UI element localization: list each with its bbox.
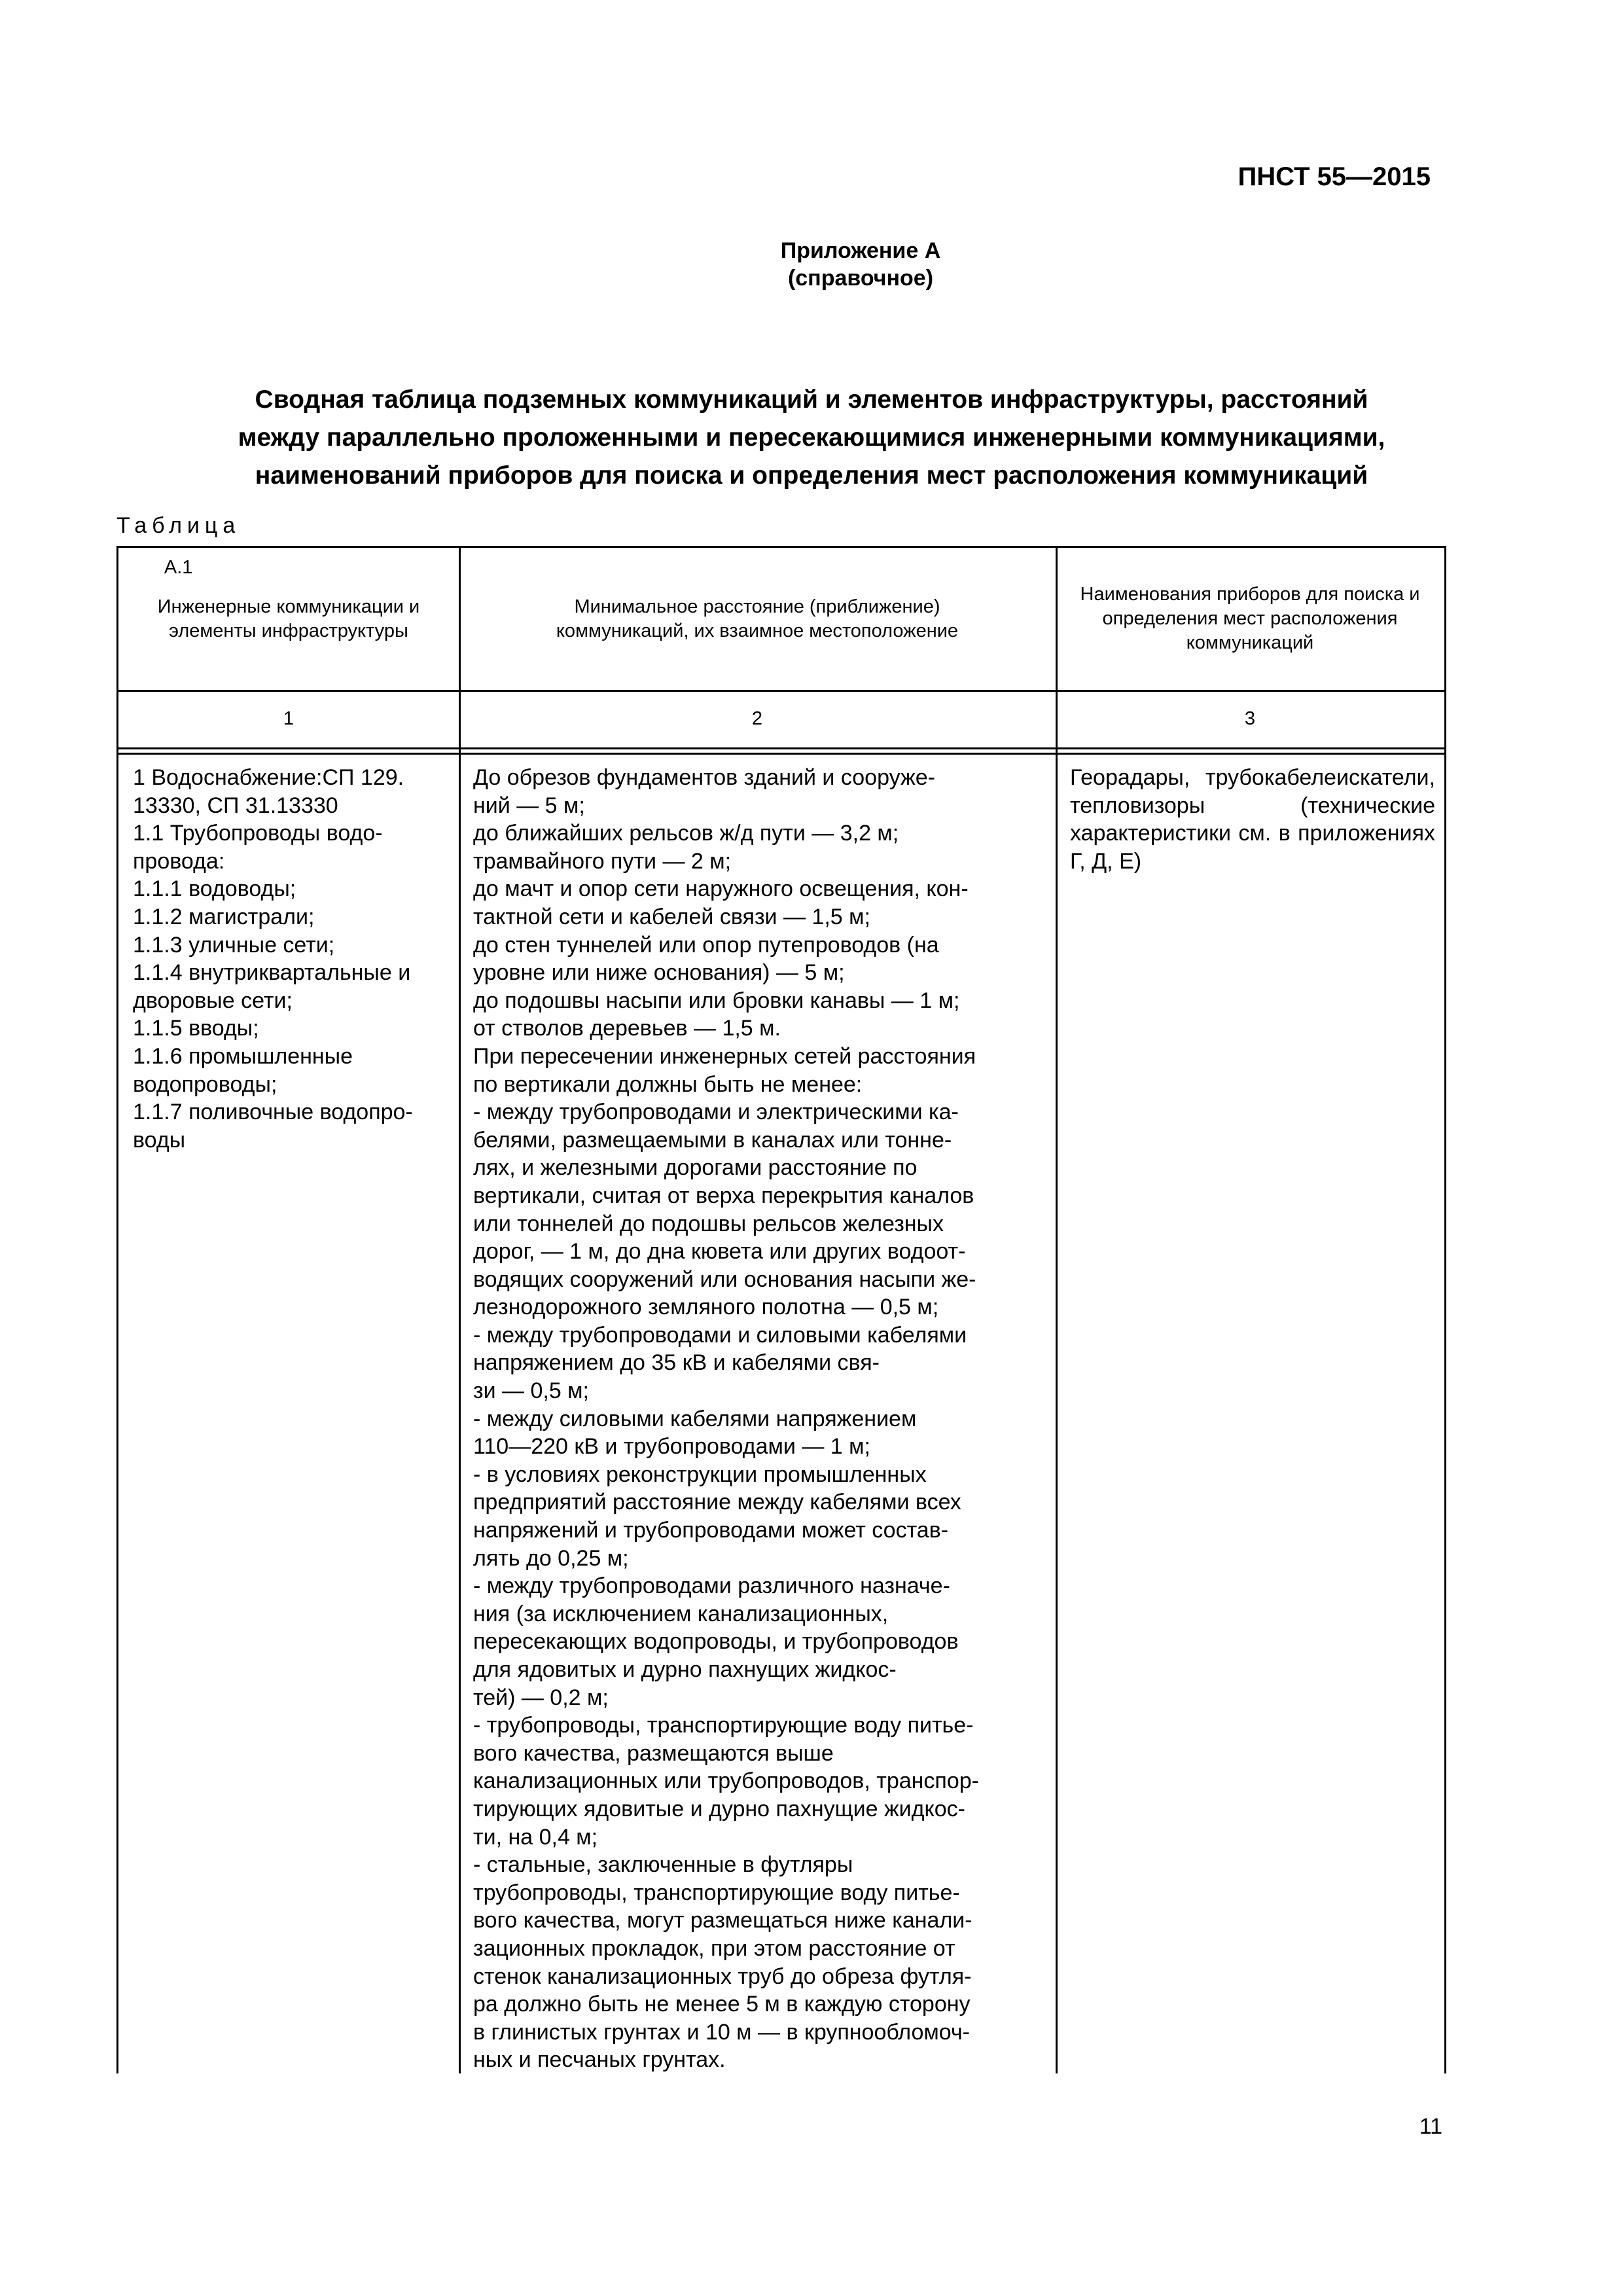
text-line: - между трубопроводами различного назначе- bbox=[473, 1573, 950, 1599]
text-line: дорог, — 1 м, до дна кювета или других водоот- bbox=[473, 1239, 966, 1265]
table-label-word: Таблица bbox=[116, 513, 241, 538]
header-cell-communications bbox=[118, 548, 459, 690]
text-line: ний — 5 м; bbox=[473, 793, 585, 818]
text-line: вертикали, считая от верха перекрытия каналов bbox=[473, 1183, 974, 1208]
text-line: тей) — 0,2 м; bbox=[473, 1685, 609, 1710]
text-line: трамвайного пути — 2 м; bbox=[473, 848, 732, 874]
text-line: - между трубопроводами и силовыми кабелями bbox=[473, 1322, 967, 1348]
appendix-title: Приложение А bbox=[780, 238, 941, 263]
text-line: до подошвы насыпи или бровки канавы — 1 м; bbox=[473, 988, 960, 1013]
text-line: - между трубопроводами и электрическими ка- bbox=[473, 1100, 959, 1125]
header-cell-instruments bbox=[1056, 548, 1444, 690]
text-line: уровне или ниже основания) — 5 м; bbox=[473, 960, 845, 986]
text-line: 1.1.5 вводы; bbox=[133, 1016, 259, 1041]
text-line: 1.1.4 внутриквартальные и bbox=[133, 960, 411, 986]
text-line: до мачт и опор сети наружного освещения, кон- bbox=[473, 876, 969, 902]
appendix-subtitle: (справочное) bbox=[787, 266, 934, 291]
text-line: 1 Водоснабжение:СП 129. bbox=[133, 765, 404, 790]
text-line: вого качества, могут размещаться ниже канали- bbox=[473, 1908, 972, 1933]
text-line: стенок канализационных труб до обреза футля- bbox=[473, 1964, 972, 1989]
table-label-number: А.1 bbox=[164, 556, 193, 578]
text-line: предприятий расстояние между кабелями всех bbox=[473, 1490, 961, 1515]
text-line: провода: bbox=[133, 848, 225, 874]
text-line: - между силовыми кабелями напряжением bbox=[473, 1406, 917, 1431]
text-line: ных и песчаных грунтах. bbox=[473, 2047, 726, 2073]
column-number: 1 bbox=[283, 708, 294, 729]
page-number: 11 bbox=[1419, 2114, 1442, 2139]
text-line: трубопроводы, транспортирующие воду питье- bbox=[473, 1880, 960, 1905]
title-line: Сводная таблица подземных коммуникаций и элементов инфраструктуры, расстояний bbox=[255, 386, 1368, 414]
text-line: лять до 0,25 м; bbox=[473, 1545, 629, 1571]
text-line: - трубопроводы, транспортирующие воду питье- bbox=[473, 1713, 974, 1738]
text-line: канализационных или трубопроводов, транспор- bbox=[473, 1768, 979, 1794]
header-double-divider bbox=[118, 753, 1444, 755]
text-line: - в условиях реконструкции промышленных bbox=[473, 1462, 927, 1487]
text-line: белями, размещаемыми в каналах или тонне- bbox=[473, 1127, 952, 1153]
cell-instruments: Георадары, трубокабелеискатели, тепловизоры (технические характеристики см. в приложениях Г, Д, Е) bbox=[1070, 765, 1435, 874]
text-line: напряжений и трубопроводами может состав- bbox=[473, 1518, 949, 1543]
cell-min-distance bbox=[459, 764, 1056, 2074]
text-line: - стальные, заключенные в футляры bbox=[473, 1852, 853, 1878]
title-line: наименований приборов для поиска и определения мест расположения коммуникаций bbox=[255, 461, 1368, 490]
text-line: 1.1.2 магистрали; bbox=[133, 904, 315, 929]
text-line: до стен туннелей или опор путепроводов (на bbox=[473, 932, 939, 958]
column-number: 2 bbox=[751, 708, 763, 729]
text-line: лях, и железными дорогами расстояние по bbox=[473, 1155, 918, 1181]
text-line: 1.1.3 уличные сети; bbox=[133, 932, 335, 958]
doc-code: ПНСТ 55—2015 bbox=[1238, 162, 1431, 191]
text-line: вого качества, размещаются выше bbox=[473, 1740, 834, 1766]
text-line: воды bbox=[133, 1127, 186, 1153]
text-line: 1.1 Трубопроводы водо- bbox=[133, 821, 383, 846]
text-line: ния (за исключением канализационных, bbox=[473, 1601, 889, 1626]
main-title bbox=[105, 381, 1518, 495]
appendix-heading bbox=[0, 237, 1623, 292]
header-text: Минимальное расстояние (приближение) коммуникаций, их взаимное местоположение bbox=[556, 596, 959, 641]
text-line: водящих сооружений или основания насыпи же- bbox=[473, 1266, 976, 1292]
text-line: зационных прокладок, при этом расстояние от bbox=[473, 1935, 955, 1961]
header-cell-min-distance bbox=[459, 548, 1056, 690]
text-line: ти, на 0,4 м; bbox=[473, 1824, 598, 1850]
table-a1 bbox=[116, 546, 1446, 2073]
header-double-divider bbox=[118, 747, 1444, 749]
text-line: до ближайших рельсов ж/д пути — 3,2 м; bbox=[473, 821, 899, 846]
text-line: тирующих ядовитые и дурно пахнущие жидкос- bbox=[473, 1796, 966, 1821]
text-line: дворовые сети; bbox=[133, 988, 293, 1013]
text-line: зи — 0,5 м; bbox=[473, 1378, 590, 1404]
text-line: в глинистых грунтах и 10 м — в крупнообломоч- bbox=[473, 2019, 971, 2045]
header-text: Инженерные коммуникации и элементы инфраструктуры bbox=[157, 596, 420, 641]
text-line: напряжением до 35 кВ и кабелями свя- bbox=[473, 1350, 880, 1376]
text-line: 1.1.7 поливочные водопро- bbox=[133, 1100, 413, 1125]
text-line: При пересечении инженерных сетей расстояния bbox=[473, 1043, 976, 1069]
text-line: для ядовитых и дурно пахнущих жидкос- bbox=[473, 1657, 897, 1682]
text-line: 110—220 кВ и трубопроводами — 1 м; bbox=[473, 1434, 870, 1460]
text-line: водопроводы; bbox=[133, 1071, 277, 1097]
header-text: Наименования приборов для поиска и определения мест расположения коммуникаций bbox=[1080, 584, 1420, 653]
text-line: 1.1.1 водоводы; bbox=[133, 876, 296, 902]
text-line: тактной сети и кабелей связи — 1,5 м; bbox=[473, 904, 870, 929]
title-line: между параллельно проложенными и пересекающимися инженерными коммуникациями, bbox=[238, 423, 1385, 452]
text-line: 1.1.6 промышленные bbox=[133, 1043, 353, 1069]
text-line: 13330, СП 31.13330 bbox=[133, 793, 338, 818]
column-number: 3 bbox=[1244, 708, 1256, 729]
text-line: лезнодорожного земляного полотна — 0,5 м; bbox=[473, 1295, 939, 1320]
text-line: До обрезов фундаментов зданий и сооруже- bbox=[473, 765, 935, 790]
text-line: по вертикали должны быть не менее: bbox=[473, 1071, 863, 1097]
text-line: ра должно быть не менее 5 м в каждую сторону bbox=[473, 1992, 971, 2017]
text-line: от стволов деревьев — 1,5 м. bbox=[473, 1016, 781, 1041]
text-line: пересекающих водопроводы, и трубопроводов bbox=[473, 1629, 959, 1655]
cell-communications bbox=[118, 764, 459, 1154]
text-line: или тоннелей до подошвы рельсов железных bbox=[473, 1211, 944, 1236]
